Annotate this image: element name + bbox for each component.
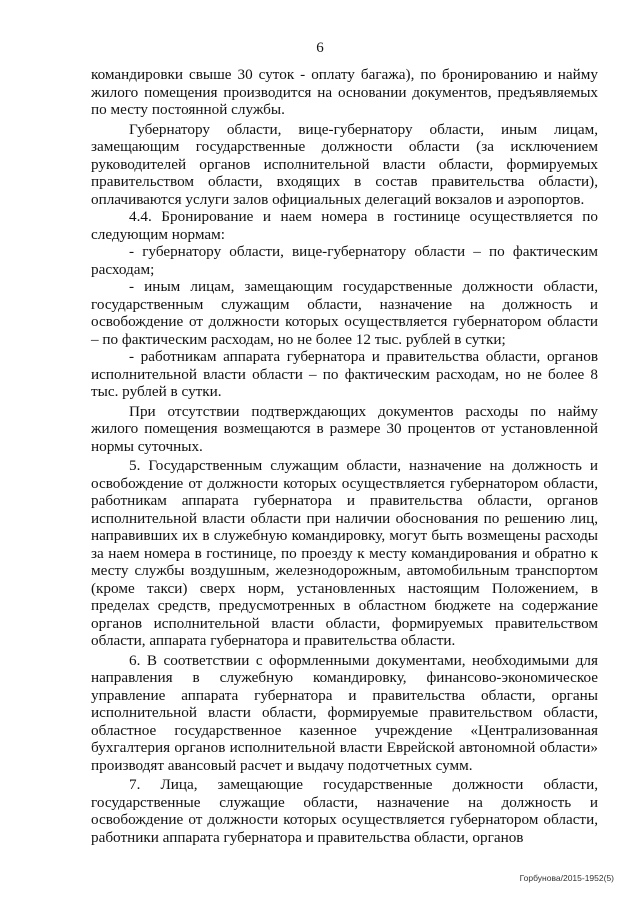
document-body: [91, 66, 598, 846]
list-item-staff: - работникам аппарата губернатора и правительства области, органов исполнительной власти области – по фактическим расходам, но не более 8 тыс. рублей в сутки.: [91, 348, 598, 400]
page-number: 6: [316, 40, 324, 56]
list-item-governor: - губернатору области, вице-губернатору области – по фактическим расходам;: [91, 243, 598, 278]
paragraph-no-documents: При отсутствии подтверждающих документов расходы по найму жилого помещения возмещаются в размере 30 процентов от установленной нормы суточных.: [91, 402, 598, 455]
paragraph-continuation: командировки свыше 30 суток - оплату багажа), по бронированию и найму жилого помещения производится на основании документов, предъявляемых по месту постоянной службы.: [91, 66, 598, 118]
footer-code: Горбунова/2015-1952(5): [519, 873, 614, 883]
paragraph-4-4: 4.4. Бронирование и наем номера в гостинице осуществляется по следующим нормам:: [91, 208, 598, 243]
paragraph-lounge-services: Губернатору области, вице-губернатору области, иным лицам, замещающим государственные должности области (за исключением руководителей органов исполнительной власти области, формируемых правительством области, входящих в состав правительства области), оплачиваются услуги залов официальных делегаций вокзалов и аэропортов.: [91, 120, 598, 208]
paragraph-7: 7. Лица, замещающие государственные должности области, государственные служащие области, назначение на должность и освобождение от должности которых осуществляется губернатором области, работники аппарата губернатора и правительства области, органов: [91, 776, 598, 846]
paragraph-5: 5. Государственным служащим области, назначение на должность и освобождение от должности которых осуществляется губернатором области, работникам аппарата губернатора и правительства области, органов исполнительной власти области при наличии обоснования по решению лиц, направивших их в служебную командировку, могут быть возмещены расходы за наем номера в гостинице, по проезду к месту командирования и обратно к месту службы воздушным, железнодорожным, автомобильным транспортом (кроме такси) сверх норм, установленных настоящим Положением, в пределах средств, предусмотренных в областном бюджете на содержание органов исполнительной власти области, формируемых правительством области, аппарата губернатора и правительства области.: [91, 457, 598, 649]
paragraph-6: 6. В соответствии с оформленными документами, необходимыми для направления в служебную командировку, финансово-экономическое управление аппарата губернатора и правительства области, органы исполнительной власти области, формируемые правительством области, областное государственное казенное учреждение «Централизованная бухгалтерия органов исполнительной власти Еврейской автономной области» производят авансовый расчет и выдачу подотчетных сумм.: [91, 651, 598, 774]
list-item-officials: - иным лицам, замещающим государственные должности области, государственным служащим области, назначение на должность и освобождение от должности которых осуществляется губернатором области – по фактическим расходам, но не более 12 тыс. рублей в сутки;: [91, 278, 598, 348]
